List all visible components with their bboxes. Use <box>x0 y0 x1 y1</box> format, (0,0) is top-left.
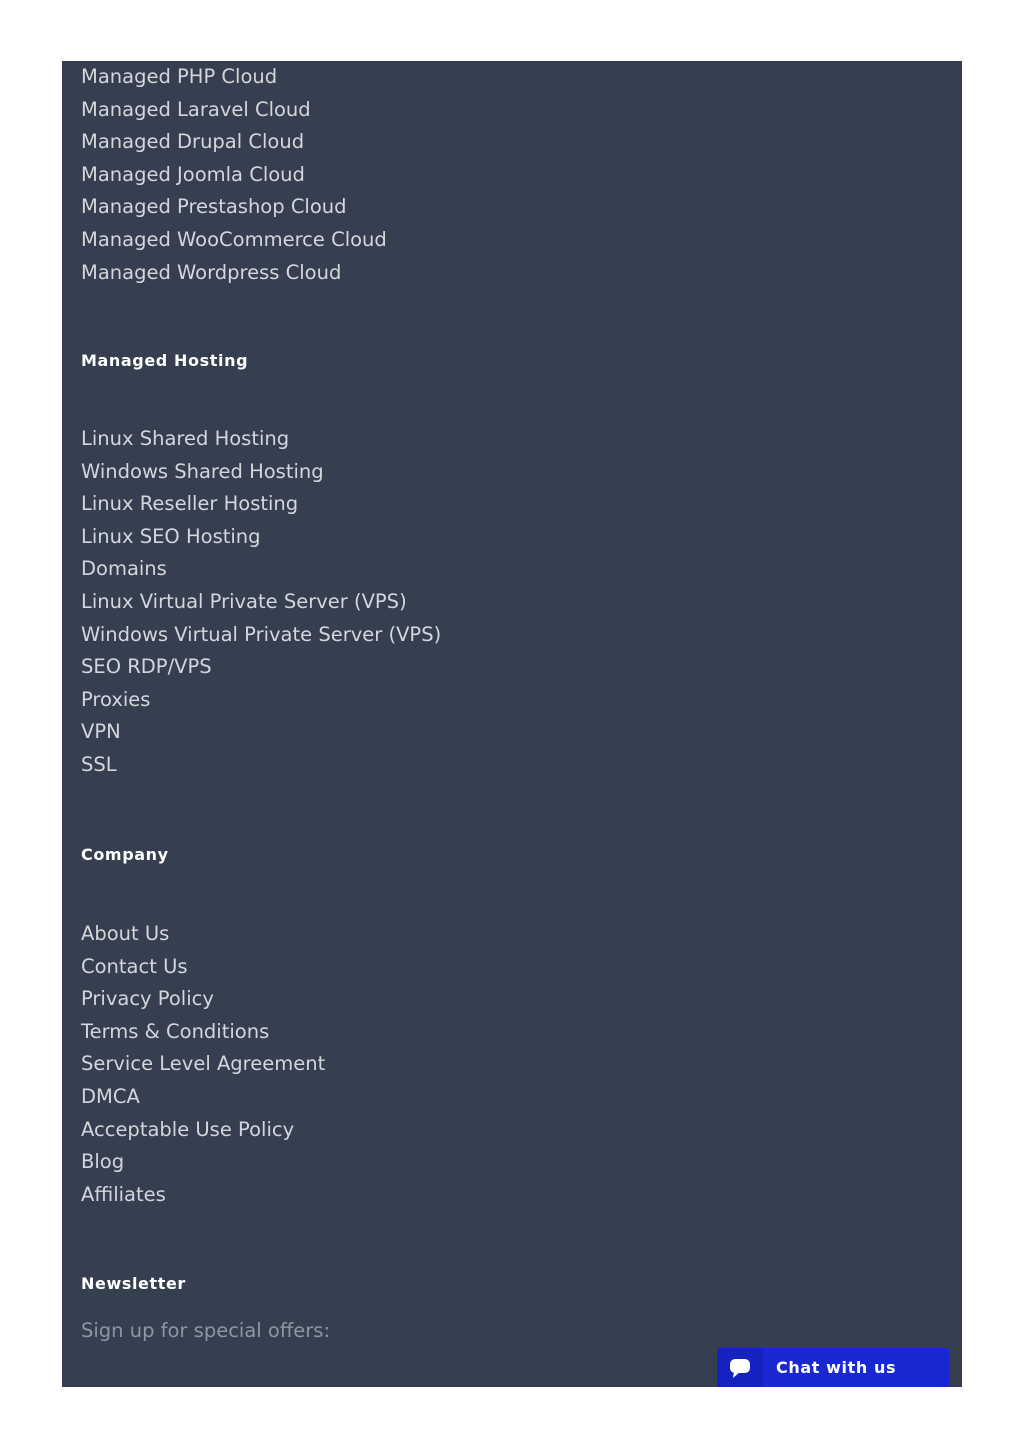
cloud-links-list <box>81 61 387 289</box>
footer-link-managed-wordpress-cloud[interactable]: Managed Wordpress Cloud <box>81 260 342 284</box>
footer-link-managed-laravel-cloud[interactable]: Managed Laravel Cloud <box>81 97 311 121</box>
footer-link-seo-rdp-vps[interactable]: SEO RDP/VPS <box>81 655 212 679</box>
footer-link-domains[interactable]: Domains <box>81 557 167 581</box>
list-item <box>81 983 325 1016</box>
company-heading: Company <box>81 845 169 864</box>
list-item <box>81 651 441 684</box>
footer-link-linux-reseller-hosting[interactable]: Linux Reseller Hosting <box>81 492 299 516</box>
list-item <box>81 586 441 619</box>
list-item <box>81 1048 325 1081</box>
chat-widget-button[interactable] <box>717 1348 950 1387</box>
list-item <box>81 191 387 224</box>
footer-link-managed-woocommerce-cloud[interactable]: Managed WooCommerce Cloud <box>81 227 387 251</box>
managed-hosting-links-list <box>81 423 441 782</box>
list-item <box>81 1081 325 1114</box>
footer-link-managed-prestashop-cloud[interactable]: Managed Prestashop Cloud <box>81 195 347 219</box>
footer-link-linux-shared-hosting[interactable]: Linux Shared Hosting <box>81 427 290 450</box>
list-item <box>81 749 441 782</box>
managed-hosting-heading: Managed Hosting <box>81 351 249 370</box>
list-item <box>81 126 387 159</box>
footer-link-privacy-policy[interactable]: Privacy Policy <box>81 987 214 1011</box>
list-item <box>81 1146 325 1179</box>
list-item <box>81 94 387 127</box>
footer-link-about-us[interactable]: About Us <box>81 922 170 945</box>
footer-link-linux-seo-hosting[interactable]: Linux SEO Hosting <box>81 524 261 548</box>
list-item <box>81 61 387 94</box>
list-item <box>81 224 387 257</box>
list-item <box>81 1114 325 1147</box>
chat-bubble-icon <box>717 1348 763 1387</box>
company-links-list <box>81 918 325 1211</box>
list-item <box>81 159 387 192</box>
list-item <box>81 488 441 521</box>
list-item <box>81 716 441 749</box>
footer-link-terms-conditions[interactable]: Terms & Conditions <box>81 1019 270 1043</box>
list-item <box>81 951 325 984</box>
footer-link-windows-shared-hosting[interactable]: Windows Shared Hosting <box>81 459 324 483</box>
list-item <box>81 423 441 456</box>
footer-link-managed-php-cloud[interactable]: Managed PHP Cloud <box>81 65 278 88</box>
footer-link-service-level-agreement[interactable]: Service Level Agreement <box>81 1052 326 1076</box>
footer-link-dmca[interactable]: DMCA <box>81 1084 140 1108</box>
list-item <box>81 521 441 554</box>
footer-link-affiliates[interactable]: Affiliates <box>81 1182 166 1206</box>
footer-link-windows-vps[interactable]: Windows Virtual Private Server (VPS) <box>81 622 442 646</box>
footer-link-managed-drupal-cloud[interactable]: Managed Drupal Cloud <box>81 130 305 154</box>
footer-link-acceptable-use-policy[interactable]: Acceptable Use Policy <box>81 1117 295 1141</box>
chat-widget-label: Chat with us <box>776 1358 897 1377</box>
footer-link-linux-vps[interactable]: Linux Virtual Private Server (VPS) <box>81 589 407 613</box>
footer-link-vpn[interactable]: VPN <box>81 720 121 744</box>
list-item <box>81 553 441 586</box>
list-item <box>81 257 387 290</box>
footer-panel <box>62 61 962 1387</box>
list-item <box>81 1179 325 1212</box>
list-item <box>81 619 441 652</box>
list-item <box>81 918 325 951</box>
list-item <box>81 1016 325 1049</box>
newsletter-description: Sign up for special offers: <box>81 1319 331 1342</box>
footer-link-proxies[interactable]: Proxies <box>81 687 151 711</box>
footer-link-contact-us[interactable]: Contact Us <box>81 954 188 978</box>
list-item <box>81 684 441 717</box>
list-item <box>81 456 441 489</box>
footer-link-blog[interactable]: Blog <box>81 1150 125 1174</box>
footer-link-managed-joomla-cloud[interactable]: Managed Joomla Cloud <box>81 162 305 186</box>
newsletter-heading: Newsletter <box>81 1274 186 1293</box>
footer-link-ssl[interactable]: SSL <box>81 752 117 776</box>
